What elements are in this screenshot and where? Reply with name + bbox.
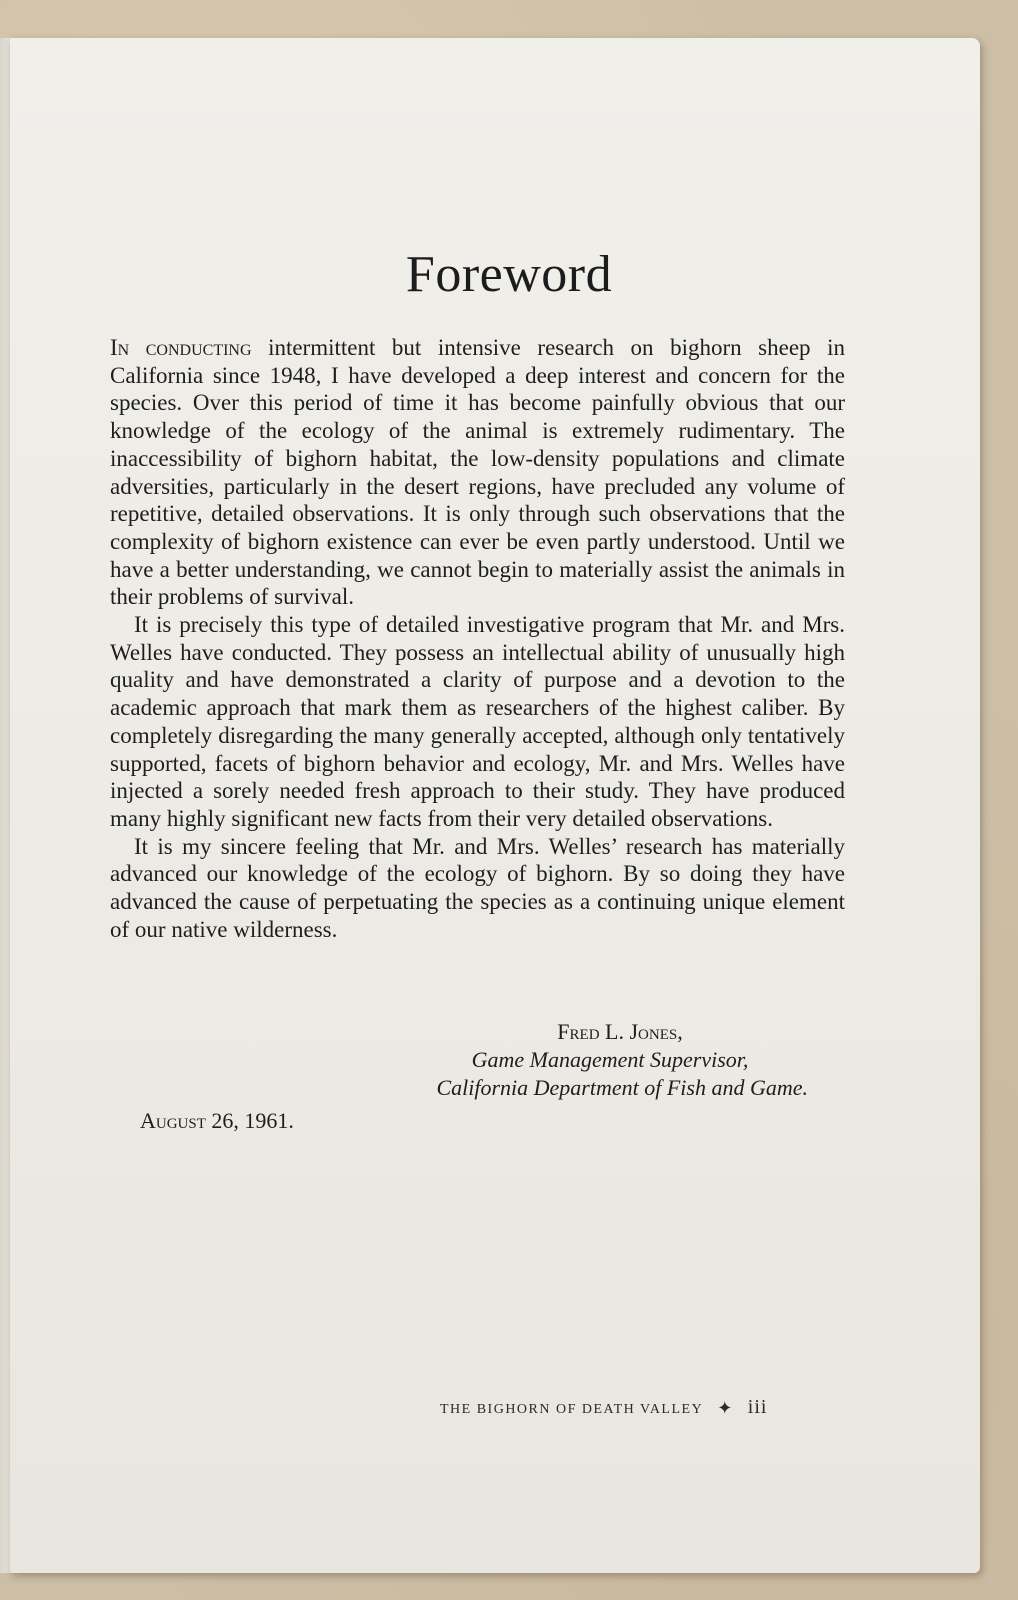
signatory-department: California Department of Fish and Game. xyxy=(436,1075,808,1100)
star-ornament-icon: ✦ xyxy=(717,1398,734,1418)
date-line xyxy=(140,1108,294,1134)
running-footer xyxy=(440,1396,767,1419)
date-rest: 26, 1961. xyxy=(205,1108,294,1133)
paragraph-2: It is precisely this type of detailed investigative program that Mr. and Mrs. Welles have conducted. They possess an intellectual ability of unusually high quality and have demonstrated a clarity of purpose and a devotion to the academic approach that mark them as researchers of the highest caliber. By completely disregarding the many generally accepted, although only tentatively supported, facets of bighorn behavior and ecology, Mr. and Mrs. Welles have injected a sorely needed fresh approach to their study. They have produced many highly significant new facts from their very detailed observations. xyxy=(110,612,845,831)
paragraph-text: intermittent but intensive research on bighorn sheep in California since 1948, I have developed a deep interest and concern for the species. Over this period of time it has become painfully obvious that our knowledge of the ecology of the animal is extremely rudimentary. The inaccessibility of bighorn habitat, the low-density populations and climate adversities, particularly in the desert regions, have precluded any volume of repetitive, detailed observations. It is only through such observations that the complexity of bighorn existence can ever be even partly understood. Until we have a better understanding, we cannot begin to materially assist the animals in their problems of survival. xyxy=(110,335,845,610)
signature-block xyxy=(380,1018,820,1102)
running-title: THE BIGHORN OF DEATH VALLEY xyxy=(440,1402,704,1417)
page-title: Foreword xyxy=(405,245,613,303)
signatory-title: Game Management Supervisor, xyxy=(471,1047,749,1072)
paragraph-1 xyxy=(110,334,845,611)
foreword-body xyxy=(110,334,845,943)
paragraph-lead-caps: In conducting xyxy=(110,335,252,360)
paragraph-3: It is my sincere feeling that Mr. and Mrs. Welles’ research has materially advanced our knowledge of the ecology of bighorn. By so doing they have advanced the cause of perpetuating the species as a continuing unique element of our native wilderness. xyxy=(110,833,845,942)
signatory-name: Fred L. Jones, xyxy=(557,1019,683,1044)
page-number: iii xyxy=(747,1396,768,1418)
date-month: August xyxy=(140,1108,206,1133)
